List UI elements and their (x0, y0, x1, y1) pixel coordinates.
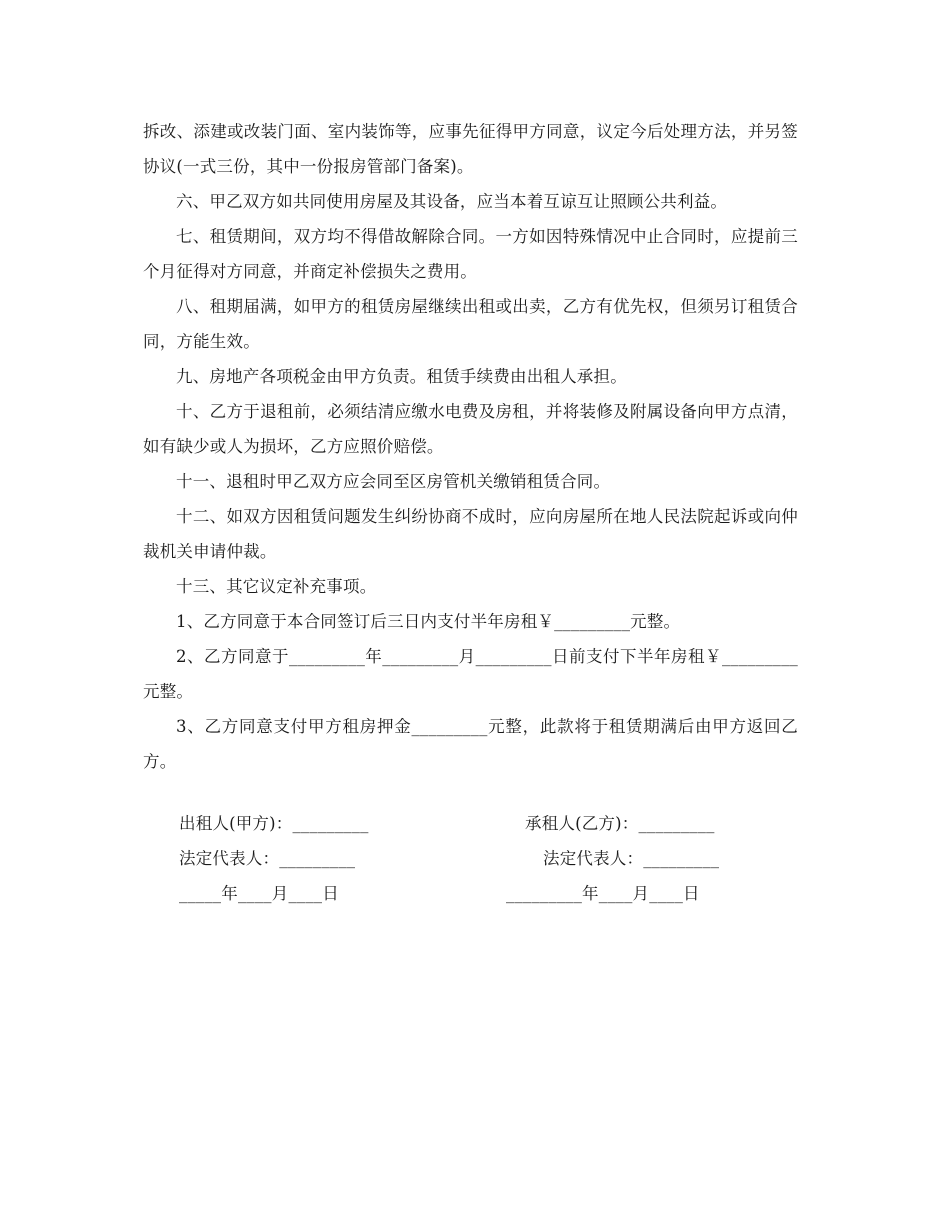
lessor-date-line: _____年____月____日 (179, 884, 339, 903)
supplement-item-2: 2、乙方同意于_________年_________月_________日前支付下半年房租￥_________元整。 (143, 647, 798, 701)
clause-9: 九、房地产各项税金由甲方负责。租赁手续费由出租人承担。 (176, 367, 627, 386)
contract-body (143, 114, 798, 779)
clause-13: 十三、其它议定补充事项。 (176, 577, 377, 596)
lessor-representative-line: 法定代表人：_________ (179, 849, 356, 868)
clause-7: 七、租赁期间，双方均不得借故解除合同。一方如因特殊情况中止合同时，应提前三个月征得对方同意，并商定补偿损失之费用。 (143, 227, 798, 281)
lessor-signature-line: 出租人(甲方)：_________ (179, 814, 369, 833)
paragraph-continuation: 拆改、添建或改装门面、室内装饰等，应事先征得甲方同意，议定今后处理方法，并另签协议(一式三份，其中一份报房管部门备案)。 (143, 122, 798, 176)
supplement-item-3: 3、乙方同意支付甲方租房押金_________元整，此款将于租赁期满后由甲方返回乙方。 (143, 717, 798, 771)
clause-8: 八、租期届满，如甲方的租赁房屋继续出租或出卖，乙方有优先权，但须另订租赁合同，方能生效。 (143, 297, 798, 351)
lessee-representative-line: 法定代表人：_________ (543, 849, 720, 868)
clause-6: 六、甲乙双方如共同使用房屋及其设备，应当本着互谅互让照顾公共利益。 (176, 192, 728, 211)
clause-11: 十一、退租时甲乙双方应会同至区房管机关缴销租赁合同。 (176, 472, 611, 491)
lessee-signature-line: 承租人(乙方)：_________ (525, 814, 715, 833)
clause-12: 十二、如双方因租赁问题发生纠纷协商不成时，应向房屋所在地人民法院起诉或向仲裁机关申请仲裁。 (143, 507, 798, 561)
lessee-date-line: _________年____月____日 (506, 884, 700, 903)
clause-10: 十、乙方于退租前，必须结清应缴水电费及房租，并将装修及附属设备向甲方点清，如有缺少或人为损坏，乙方应照价赔偿。 (143, 402, 798, 456)
supplement-item-1: 1、乙方同意于本合同签订后三日内支付半年房租￥_________元整。 (176, 612, 681, 631)
